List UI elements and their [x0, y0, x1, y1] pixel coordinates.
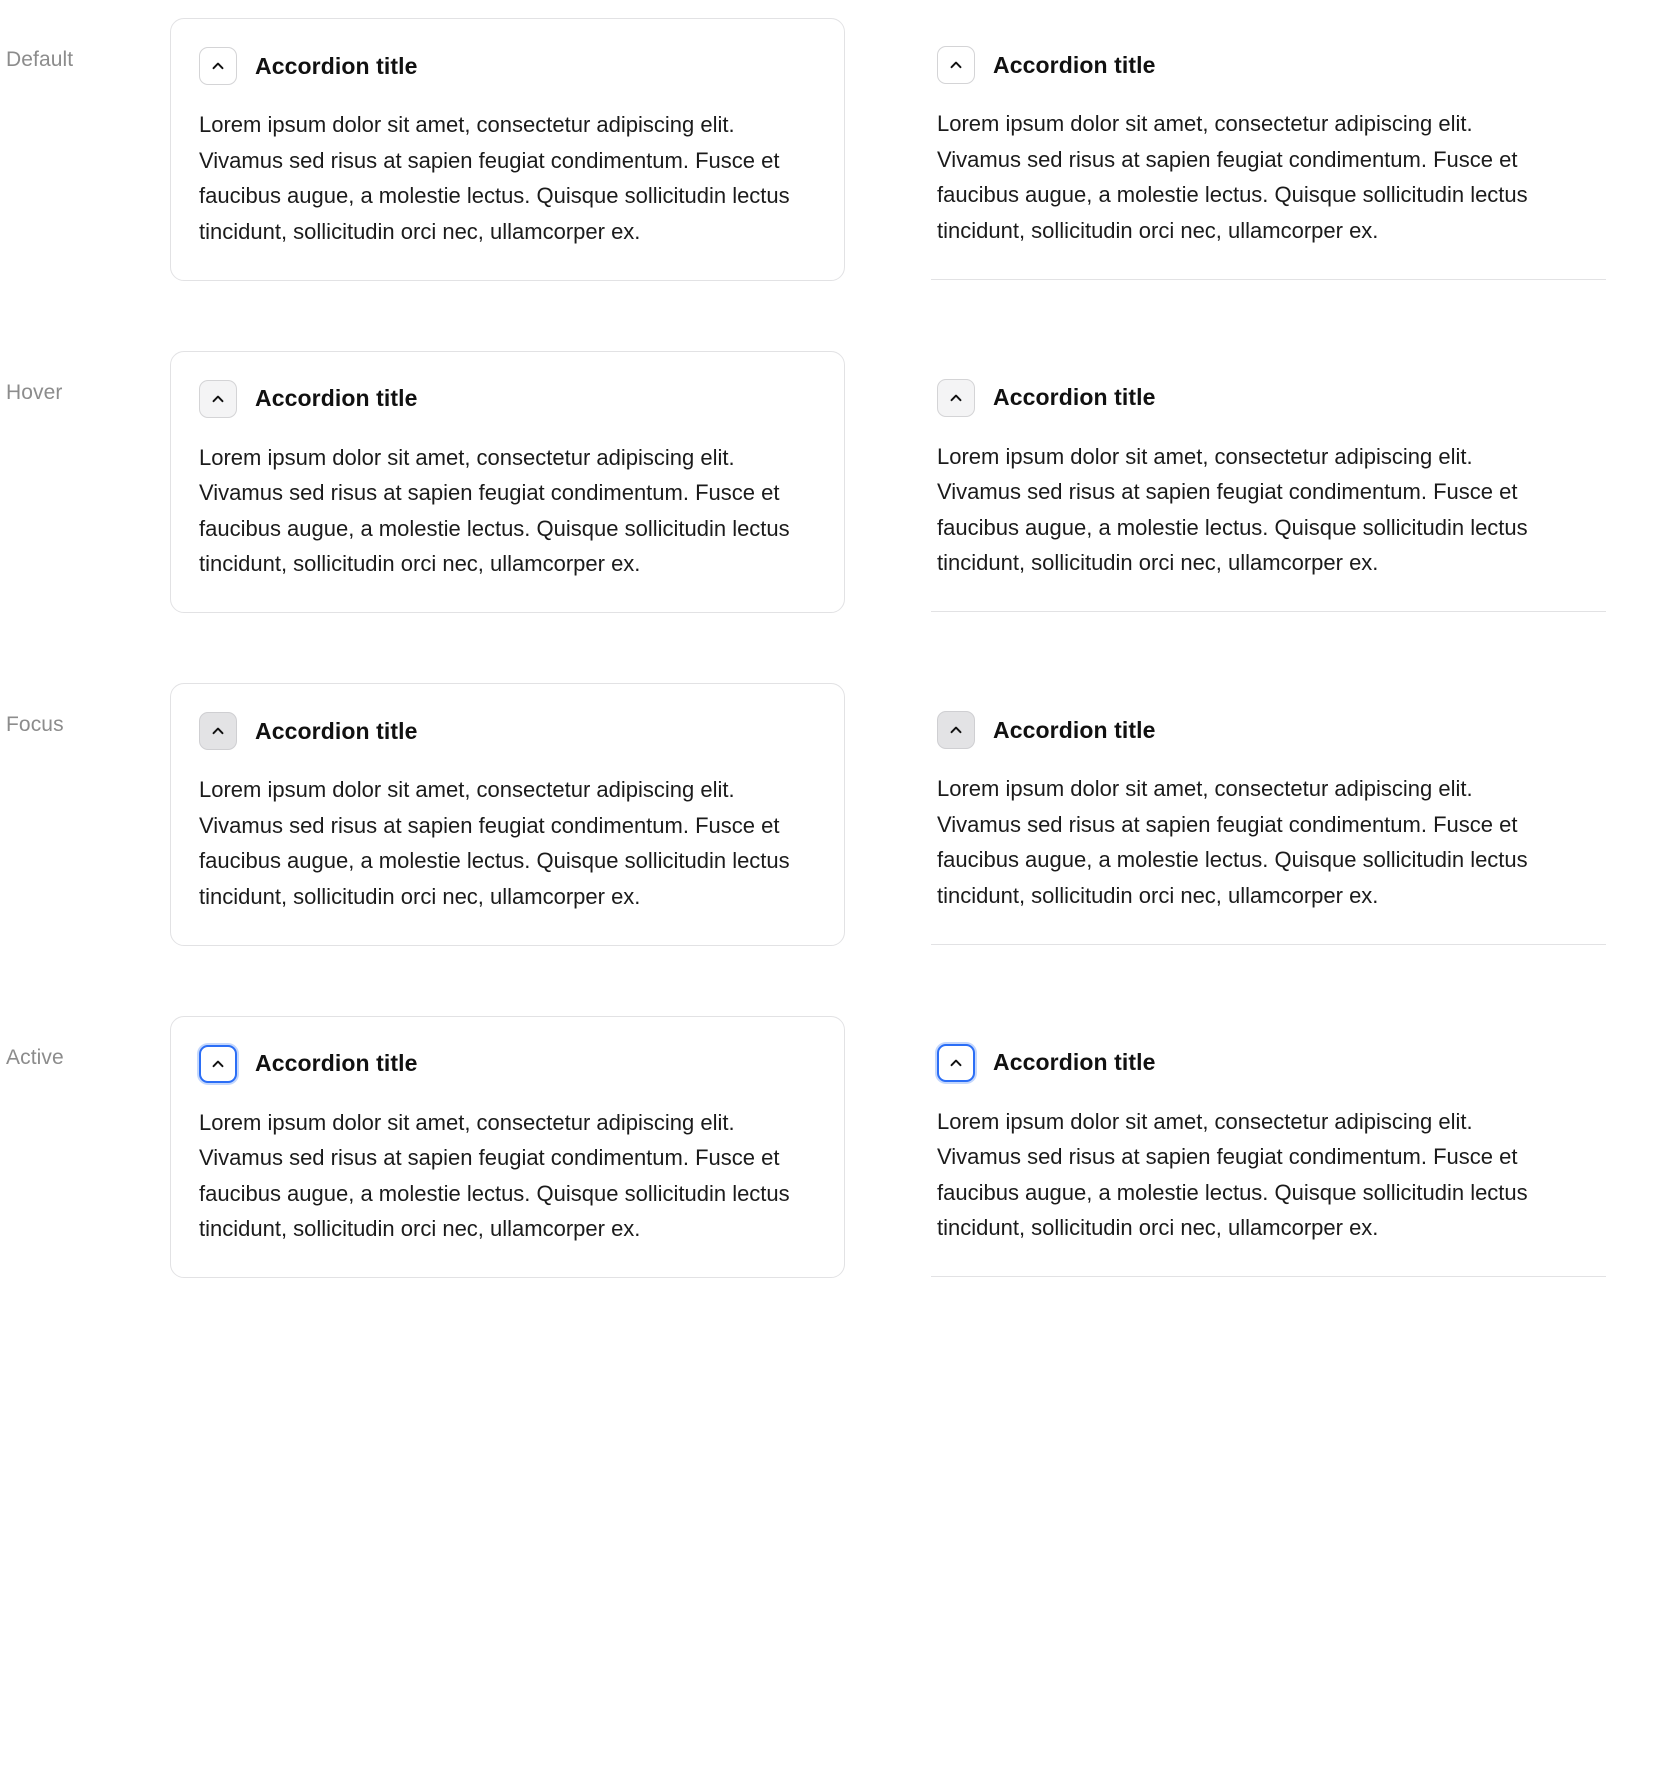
chevron-up-icon[interactable]: [199, 380, 237, 418]
accordion-header[interactable]: [199, 380, 816, 418]
accordion-header[interactable]: [199, 1045, 816, 1083]
accordion-plain[interactable]: [931, 683, 1606, 945]
accordion-title: Accordion title: [255, 52, 418, 79]
variant-boxed-hover: [170, 351, 845, 614]
accordion-body: Lorem ipsum dolor sit amet, consectetur adipiscing elit. Vivamus sed risus at sapien feugiat condimentum. Fusce et faucibus augue, a molestie lectus. Quisque sollicitudin lectus tincidunt, sollicitudin orci nec, ullamcorper ex.: [937, 443, 1528, 576]
accordion-title: Accordion title: [993, 716, 1156, 743]
chevron-up-icon[interactable]: [199, 1045, 237, 1083]
chevron-up-icon[interactable]: [937, 711, 975, 749]
state-label-focus: Focus: [6, 713, 64, 736]
accordion-body: Lorem ipsum dolor sit amet, consectetur adipiscing elit. Vivamus sed risus at sapien feugiat condimentum. Fusce et faucibus augue, a molestie lectus. Quisque sollicitudin lectus tincidunt, sollicitudin orci nec, ullamcorper ex.: [937, 111, 1528, 243]
chevron-up-icon[interactable]: [937, 46, 975, 84]
accordion-body: Lorem ipsum dolor sit amet, consectetur adipiscing elit. Vivamus sed risus at sapien feugiat condimentum. Fusce et faucibus augue, a molestie lectus. Quisque sollicitudin lectus tincidunt, sollicitudin orci nec, ullamcorper ex.: [199, 112, 790, 244]
chevron-up-icon[interactable]: [937, 379, 975, 417]
state-row-default: [0, 18, 1672, 281]
accordion-header[interactable]: [937, 711, 1600, 749]
accordion-title: Accordion title: [255, 1050, 418, 1076]
variant-boxed-focus: [170, 683, 845, 946]
variant-boxed-active: [170, 1016, 845, 1279]
state-row-hover: [0, 351, 1672, 614]
accordion-body: Lorem ipsum dolor sit amet, consectetur adipiscing elit. Vivamus sed risus at sapien feugiat condimentum. Fusce et faucibus augue, a molestie lectus. Quisque sollicitudin lectus tincidunt, sollicitudin orci nec, ullamcorper ex.: [199, 1109, 790, 1242]
accordion-plain[interactable]: [931, 351, 1606, 613]
accordion-title: Accordion title: [255, 385, 418, 411]
chevron-up-icon[interactable]: [199, 47, 237, 85]
variant-divider-focus: [931, 683, 1606, 945]
variant-boxed-default: [170, 18, 845, 281]
accordion-card[interactable]: [170, 351, 845, 614]
accordion-body: Lorem ipsum dolor sit amet, consectetur adipiscing elit. Vivamus sed risus at sapien feugiat condimentum. Fusce et faucibus augue, a molestie lectus. Quisque sollicitudin lectus tincidunt, sollicitudin orci nec, ullamcorper ex.: [937, 776, 1528, 908]
accordion-header[interactable]: [937, 379, 1600, 417]
state-label-hover: Hover: [6, 380, 63, 404]
accordion-body: Lorem ipsum dolor sit amet, consectetur adipiscing elit. Vivamus sed risus at sapien feugiat condimentum. Fusce et faucibus augue, a molestie lectus. Quisque sollicitudin lectus tincidunt, sollicitudin orci nec, ullamcorper ex.: [199, 777, 790, 909]
variant-divider-hover: [931, 351, 1606, 613]
chevron-up-icon[interactable]: [199, 712, 237, 750]
state-row-focus: [0, 683, 1672, 946]
accordion-header[interactable]: [937, 46, 1600, 84]
accordion-header[interactable]: [199, 712, 816, 750]
accordion-body: Lorem ipsum dolor sit amet, consectetur adipiscing elit. Vivamus sed risus at sapien feugiat condimentum. Fusce et faucibus augue, a molestie lectus. Quisque sollicitudin lectus tincidunt, sollicitudin orci nec, ullamcorper ex.: [937, 1108, 1528, 1241]
accordion-title: Accordion title: [993, 1049, 1156, 1075]
accordion-header[interactable]: [937, 1044, 1600, 1082]
accordion-title: Accordion title: [993, 384, 1156, 410]
accordion-plain[interactable]: [931, 18, 1606, 280]
accordion-states-sheet: [0, 18, 1672, 1786]
accordion-card[interactable]: [170, 683, 845, 946]
chevron-up-icon[interactable]: [937, 1044, 975, 1082]
accordion-header[interactable]: [199, 47, 816, 85]
accordion-card[interactable]: [170, 1016, 845, 1279]
accordion-title: Accordion title: [993, 51, 1156, 78]
accordion-plain[interactable]: [931, 1016, 1606, 1278]
state-row-active: [0, 1016, 1672, 1279]
accordion-title: Accordion title: [255, 717, 418, 744]
accordion-body: Lorem ipsum dolor sit amet, consectetur adipiscing elit. Vivamus sed risus at sapien feugiat condimentum. Fusce et faucibus augue, a molestie lectus. Quisque sollicitudin lectus tincidunt, sollicitudin orci nec, ullamcorper ex.: [199, 444, 790, 577]
variant-divider-active: [931, 1016, 1606, 1278]
accordion-card[interactable]: [170, 18, 845, 281]
state-label-active: Active: [6, 1045, 64, 1069]
variant-divider-default: [931, 18, 1606, 280]
state-label-default: Default: [6, 48, 74, 71]
